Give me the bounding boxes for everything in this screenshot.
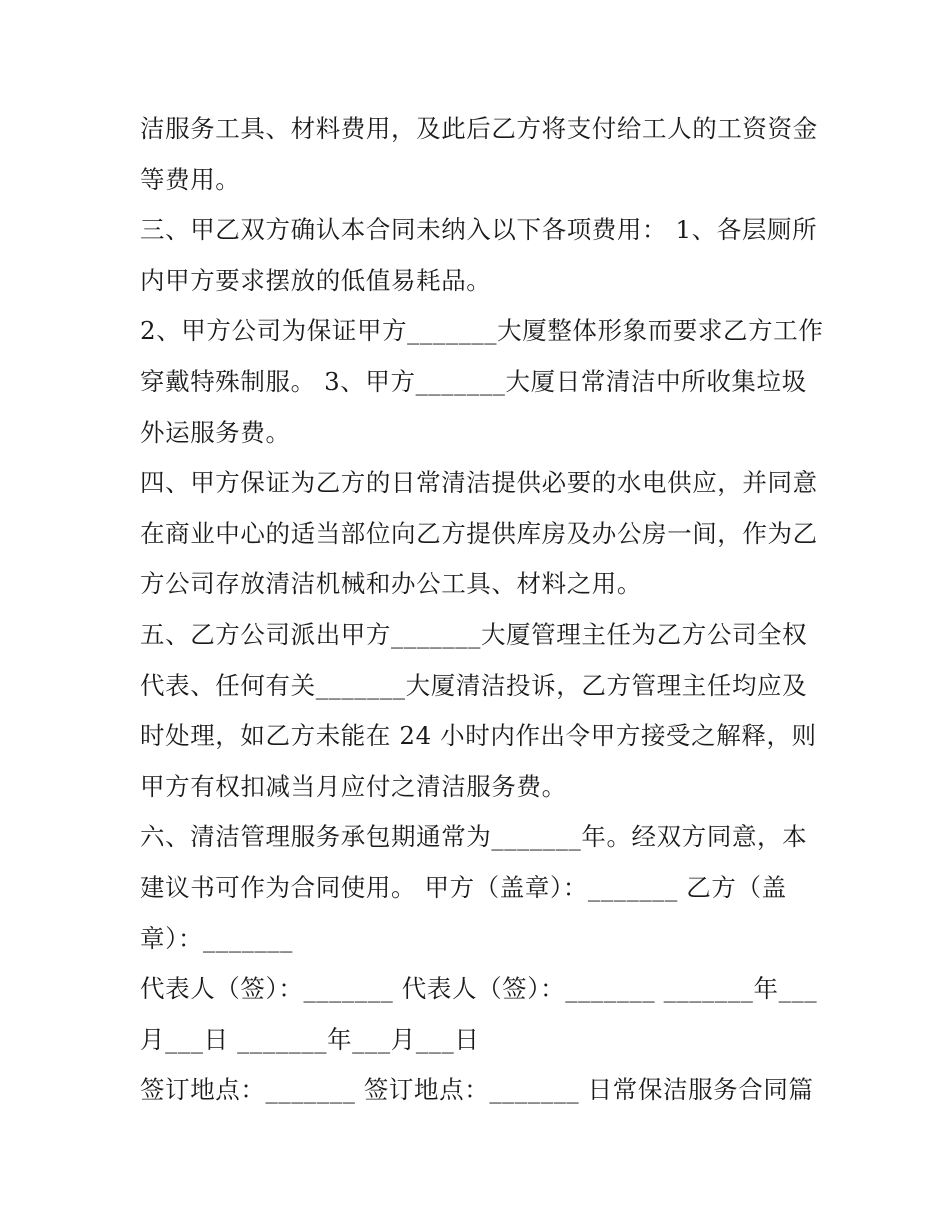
text-line: 方公司存放清洁机械和办公工具、材料之用。 xyxy=(140,569,642,599)
text-line: 洁服务工具、材料费用，及此后乙方将支付给工人的工资资金 xyxy=(140,114,818,143)
text-line: 建议书可作为合同使用。 甲方（盖章）：_______ 乙方（盖 xyxy=(140,872,787,902)
text-line: 外运服务费。 xyxy=(140,417,291,447)
text-line: 代表人（签）：_______ 代表人（签）：_______ _______年___ xyxy=(140,974,818,1004)
text-line: 章）：_______ xyxy=(140,923,293,953)
text-line: 等费用。 xyxy=(140,164,241,194)
text-line: 月___日 _______年___月___日 xyxy=(140,1024,480,1054)
text-line: 穿戴特殊制服。 3、甲方_______大厦日常清洁中所收集垃圾 xyxy=(140,366,807,396)
text-line: 签订地点：_______ 签订地点：_______ 日常保洁服务合同篇 xyxy=(140,1075,814,1105)
text-line: 时处理，如乙方未能在 24 小时内作出令甲方接受之解释，则 xyxy=(140,721,817,751)
text-line: 甲方有权扣减当月应付之清洁服务费。 xyxy=(140,771,567,801)
text-line: 代表、任何有关_______大厦清洁投诉，乙方管理主任均应及 xyxy=(140,670,808,700)
text-line: 六、清洁管理服务承包期通常为_______年。经双方同意，本 xyxy=(140,822,808,852)
text-line: 五、乙方公司派出甲方_______大厦管理主任为乙方公司全权 xyxy=(140,619,808,649)
text-line: 2、甲方公司为保证甲方_______大厦整体形象而要求乙方工作 xyxy=(140,316,824,346)
contract-text-body xyxy=(140,104,824,1116)
text-line: 在商业中心的适当部位向乙方提供库房及办公房一间，作为乙 xyxy=(140,518,818,548)
text-line: 四、甲方保证为乙方的日常清洁提供必要的水电供应，并同意 xyxy=(140,468,818,498)
text-line: 内甲方要求摆放的低值易耗品。 xyxy=(140,265,492,295)
text-line: 三、甲乙双方确认本合同未纳入以下各项费用： 1、各层厕所 xyxy=(140,215,818,245)
